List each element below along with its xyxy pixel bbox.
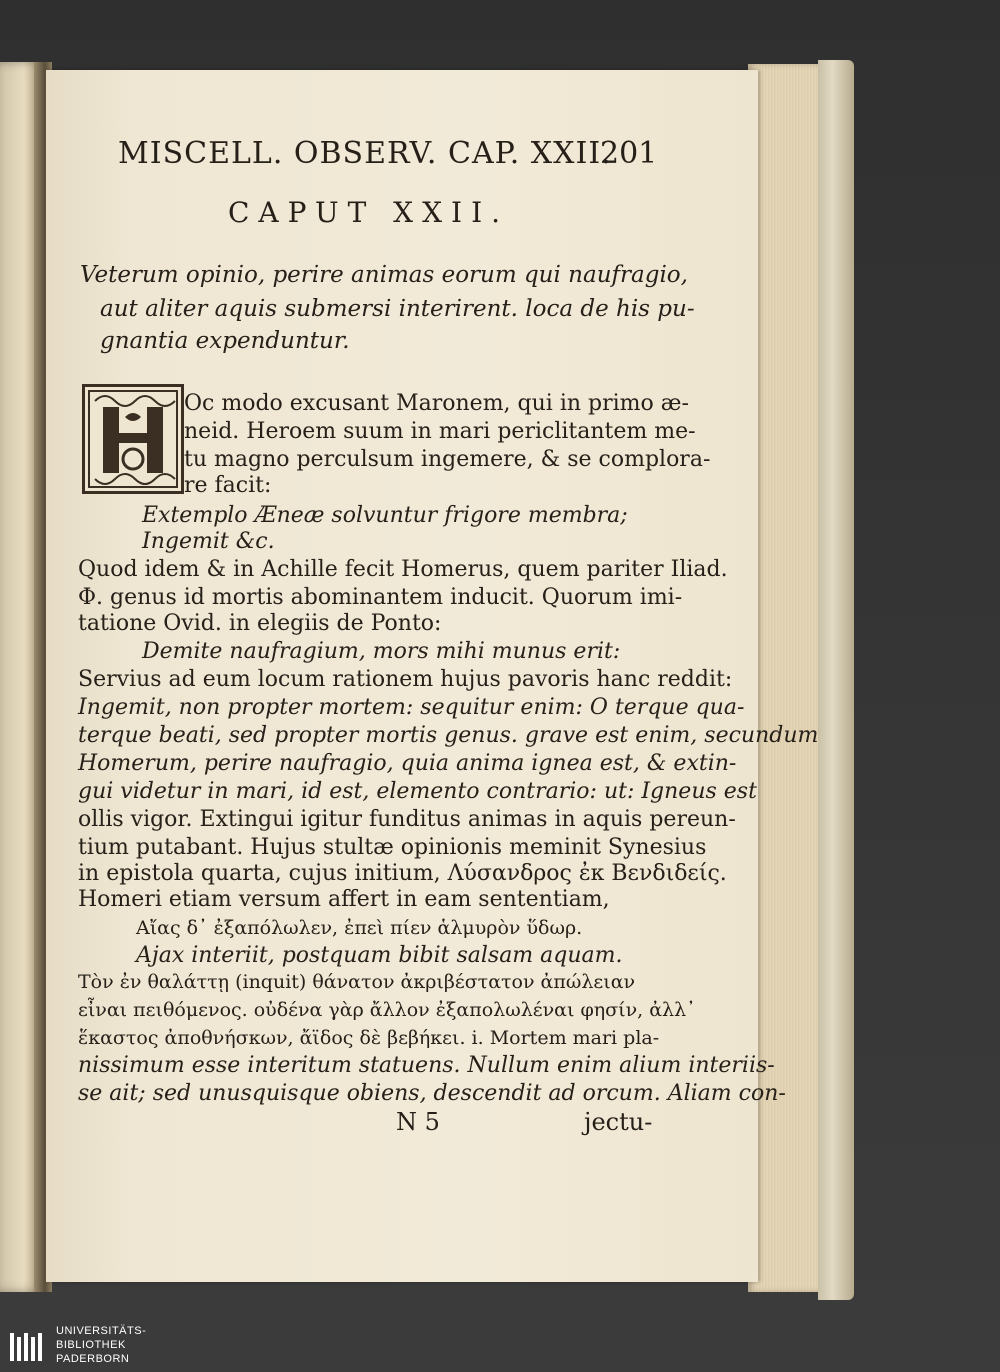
signature-mark: N 5 bbox=[396, 1108, 440, 1136]
greek-text-line: εἶναι πειθόμενος. οὐδένα γὰρ ἄλλον ἐξαπολωλέναι φησίν, ἀλλ᾽ bbox=[78, 999, 696, 1021]
summary-line: aut aliter aquis submersi interirent. loca de his pu- bbox=[100, 296, 695, 322]
chapter-title: CAPUT XXII. bbox=[228, 196, 510, 229]
decorated-initial-h bbox=[82, 384, 184, 494]
summary-line: gnantia expenduntur. bbox=[100, 328, 350, 354]
book-cover-edge bbox=[818, 60, 854, 1300]
library-logo-icon bbox=[8, 1327, 48, 1367]
footer-bar bbox=[0, 1320, 1000, 1372]
text-line: Servius ad eum locum rationem hujus pavoris hanc reddit: bbox=[78, 667, 733, 692]
greek-text-line: ἕκαστος ἀποθνήσκων, ἄϊδος δὲ βεβήκει. i. Mortem mari pla- bbox=[78, 1027, 660, 1049]
library-name bbox=[56, 1324, 146, 1366]
text-line: tium putabant. Hujus stultæ opinionis meminit Synesius bbox=[78, 835, 707, 860]
text-line: Homeri etiam versum affert in eam sententiam, bbox=[78, 887, 610, 912]
text-line: ollis vigor. Extingui igitur funditus animas in aquis pereun- bbox=[78, 807, 736, 832]
greek-text-line: Τὸν ἐν θαλάττῃ (inquit) θάνατον ἀκριβέστατον ἀπώλειαν bbox=[78, 971, 636, 993]
running-head: MISCELL. OBSERV. CAP. XXII. bbox=[118, 136, 612, 171]
greek-verse-line: Αἴας δ᾽ ἐξαπόλωλεν, ἐπεὶ πίεν ἁλμυρὸν ὕδωρ. bbox=[136, 917, 583, 939]
verse-translation-line: Ajax interiit, postquam bibit salsam aquam. bbox=[136, 943, 623, 968]
verse-line: Ingemit &c. bbox=[142, 529, 275, 554]
summary-line: Veterum opinio, perire animas eorum qui naufragio, bbox=[80, 262, 688, 288]
library-name-line: BIBLIOTHEK bbox=[56, 1339, 126, 1351]
text-line: Homerum, perire naufragio, quia anima ignea est, & extin- bbox=[78, 751, 737, 776]
ornament-icon bbox=[85, 387, 181, 491]
text-line: Φ. genus id mortis abominantem inducit. Quorum imi- bbox=[78, 585, 683, 610]
text-line: tatione Ovid. in elegiis de Ponto: bbox=[78, 611, 442, 636]
text-line: re facit: bbox=[184, 473, 272, 498]
text-line: se ait; sed unusquisque obiens, descendit ad orcum. Aliam con- bbox=[78, 1081, 786, 1106]
library-name-line: UNIVERSITÄTS- bbox=[56, 1325, 147, 1337]
library-name-line: PADERBORN bbox=[56, 1353, 130, 1365]
text-line: terque beati, sed propter mortis genus. grave est enim, secundum bbox=[78, 723, 819, 748]
text-line: in epistola quarta, cujus initium, Λύσανδρος ἐκ Βενδιδείς. bbox=[78, 861, 727, 886]
page-number: 201 bbox=[600, 136, 658, 171]
text-line: nissimum esse interitum statuens. Nullum enim alium interiis- bbox=[78, 1053, 775, 1078]
text-line: tu magno perculsum ingemere, & se complora- bbox=[184, 447, 711, 472]
catchword: jectu- bbox=[584, 1108, 653, 1136]
text-line: neid. Heroem suum in mari periclitantem me- bbox=[184, 419, 696, 444]
verse-line: Demite naufragium, mors mihi munus erit: bbox=[142, 639, 621, 664]
text-line: Oc modo excusant Maronem, qui in primo æ- bbox=[184, 391, 689, 416]
text-line: Quod idem & in Achille fecit Homerus, quem pariter Iliad. bbox=[78, 557, 728, 582]
verse-line: Extemplo Æneæ solvuntur frigore membra; bbox=[142, 503, 628, 528]
text-line: Ingemit, non propter mortem: sequitur enim: O terque qua- bbox=[78, 695, 745, 720]
text-line: gui videtur in mari, id est, elemento contrario: ut: Igneus est bbox=[78, 779, 757, 804]
